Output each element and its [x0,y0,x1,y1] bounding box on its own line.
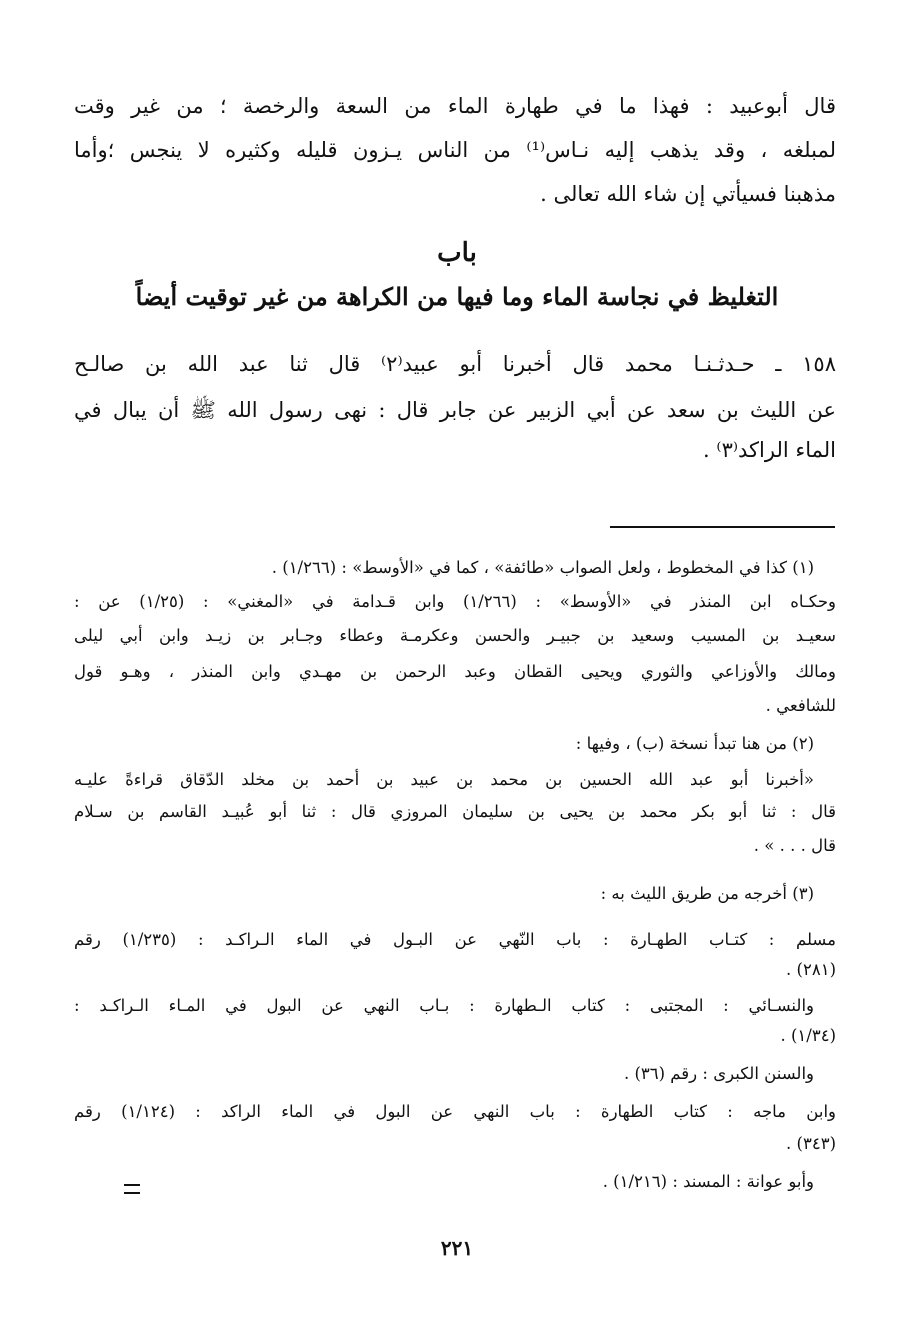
body-line-1: قال أبوعبيد : فهذا ما في طهارة الماء من السعة والرخصة ؛ من غير وقت [74,94,836,118]
footnote-2-line-4: قال . . . » . [753,836,836,855]
footnote-3-line-7: وابن ماجه : كتاب الطهارة : باب النهي عن البول في الماء الراكد : (١/١٢٤) رقم [74,1102,836,1121]
footnote-1-line-2: وحكـاه ابن المنذر في «الأوسط» : (١/٢٦٦) وابن قـدامة في «المغني» : (١/٢٥) عن : [74,592,836,611]
footnote-1-line-5: للشافعي . [765,696,836,715]
footnote-3-line-2: مسلم : كتـاب الطهـارة : باب النّهي عن البـول في الماء الـراكـد : (١/٢٣٥) رقم [74,930,836,949]
end-mark [124,1184,140,1194]
footnote-3-line-1: (٣) أخرجه من طريق الليث به : [600,884,814,903]
footnote-1-line-4: ومالك والأوزاعي والثوري ويحيى القطان وعبد الرحمن بن مهـدي وابن المنذر ، وهـو قول [74,662,836,681]
chapter-title: التغليظ في نجاسة الماء وما فيها من الكراهة من غير توقيت أيضاً [135,282,779,311]
footnote-3-line-3: (٢٨١) . [786,960,836,979]
hadith-line-1: ١٥٨ ـ حـدثـنـا محمد قال أخبرنا أبو عبيد⁽٢⁾ قال ثنا عبد الله بن صالـح [74,352,836,376]
page-number: ٢٢١ [440,1236,474,1260]
chapter-label: باب [437,238,477,268]
footnote-1-line-3: سعيـد بن المسيب وسعيد بن جبيـر والحسن وعكرمـة وعطاء وجـابر بن زيـد وابن أبي ليلى [74,626,836,645]
footnote-2-line-2: «أخبرنا أبو عبد الله الحسين بن محمد بن عبيد بن أحمد بن مخلد الدّقاق قراءةً عليـه [74,770,814,789]
footnote-1-line-1: (١) كذا في المخطوط ، ولعل الصواب «طائفة» ، كما في «الأوسط» : (١/٢٦٦) . [271,558,814,577]
footnote-3-line-4: والنسـائي : المجتبى : كتاب الـطهارة : بـاب النهي عن البول في المـاء الـراكـد : [74,996,814,1015]
body-line-2: لمبلغه ، وقد يذهب إليه نـاس⁽¹⁾ من الناس يـزون قليله وكثيره لا ينجس ؛وأما [74,138,836,162]
footnote-2-line-3: قال : ثنا أبو بكر محمد بن يحيى بن سليمان المروزي قال : ثنا أبو عُبيـد القاسم بن سـلام [74,802,836,821]
footnote-3-line-8: (٣٤٣) . [786,1134,836,1153]
footnote-3-line-6: والسنن الكبرى : رقم (٣٦) . [623,1064,814,1083]
footnote-3-line-5: (١/٣٤) . [780,1026,836,1045]
footnote-3-line-9: وأبو عوانة : المسند : (١/٢١٦) . [602,1172,814,1191]
footnote-separator [610,526,835,528]
hadith-line-3: الماء الراكد⁽٣⁾ . [703,438,836,462]
body-line-3: مذهبنا فسيأتي إن شاء الله تعالى . [540,182,836,206]
hadith-line-2: عن الليث بن سعد عن أبي الزبير عن جابر قال : نهى رسول الله ﷺ أن يبال في [74,398,836,422]
footnote-2-line-1: (٢) من هنا تبدأ نسخة (ب) ، وفيها : [575,734,814,753]
